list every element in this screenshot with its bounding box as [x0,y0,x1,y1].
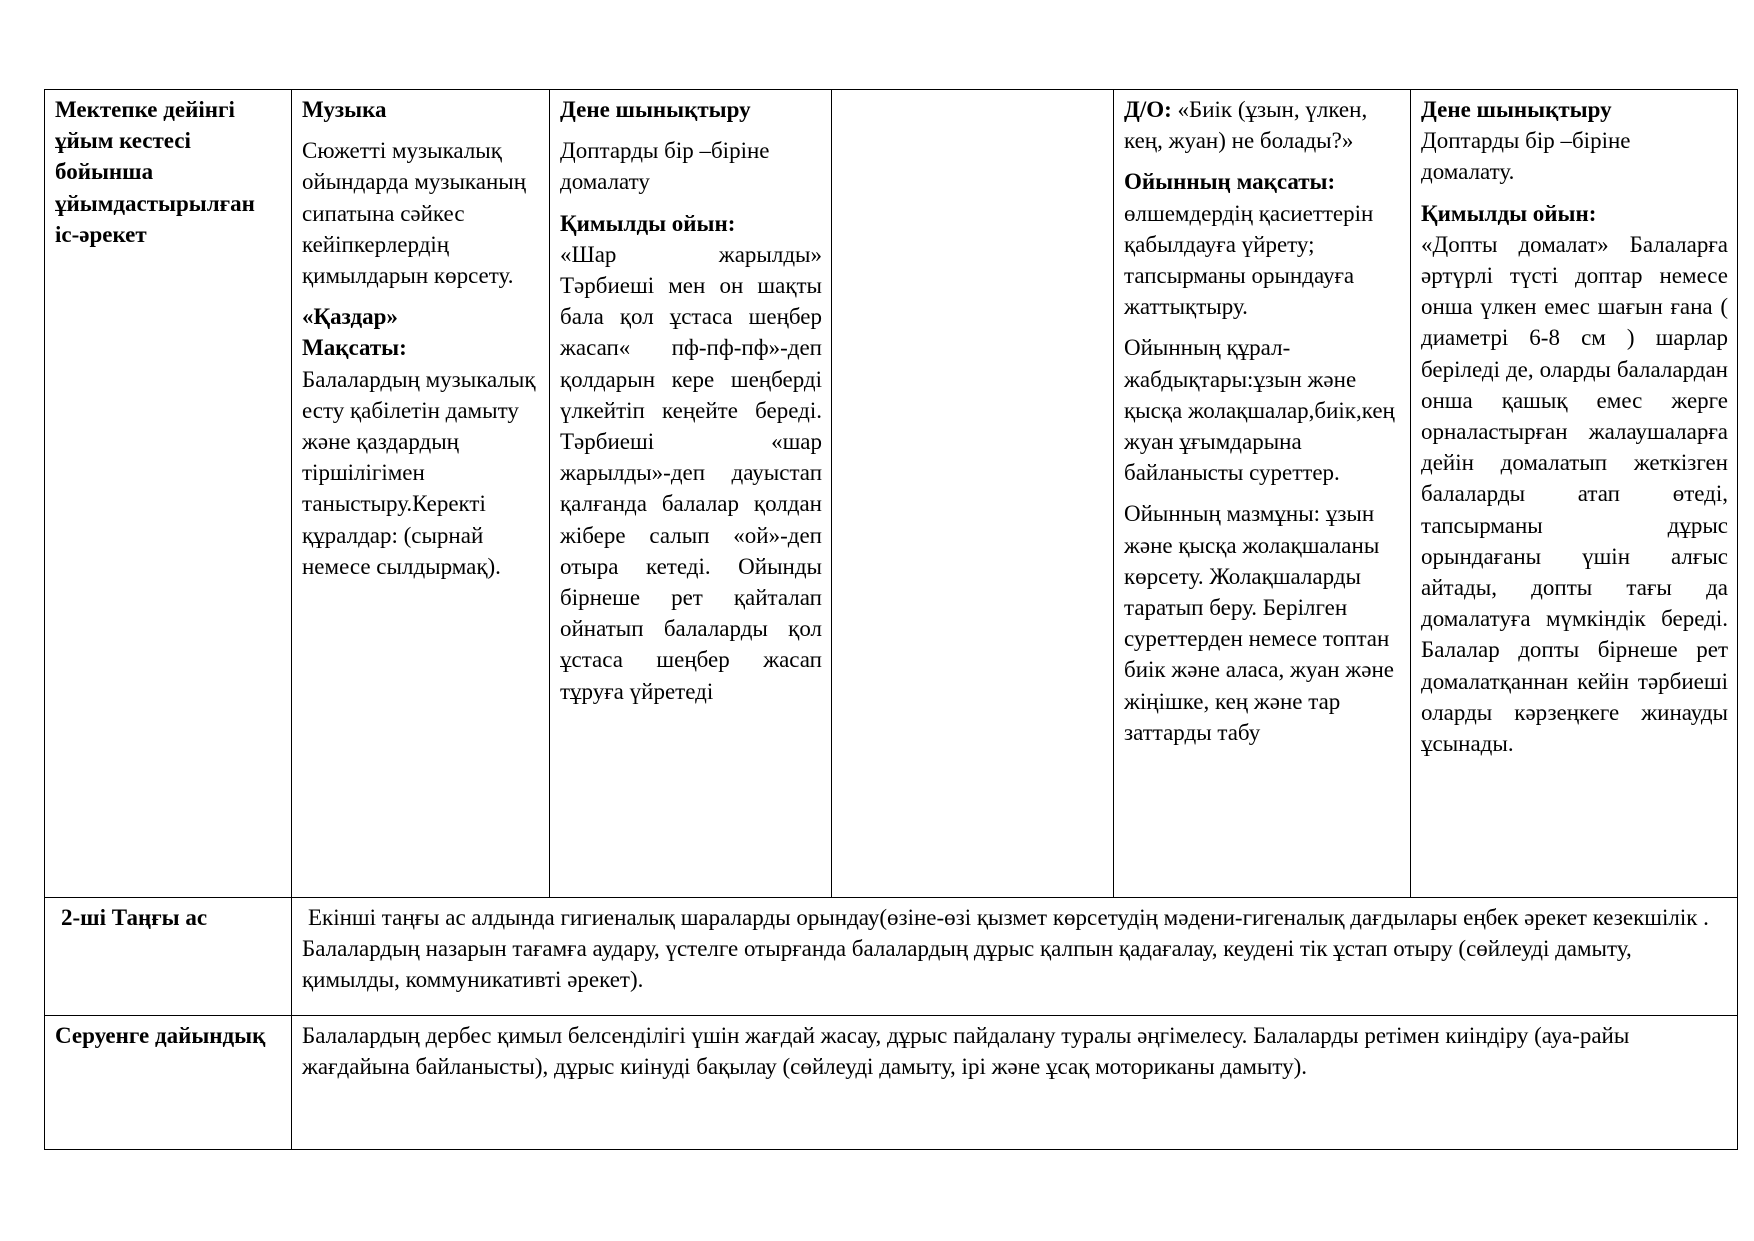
pe-title: Дене шынықтыру [560,97,751,122]
row-header-cell [45,898,292,1016]
walk-prep-text-cell [292,1016,1738,1150]
second-breakfast-label: 2-ші Таңғы ас [61,905,208,930]
didactic-goal-label: Ойынның мақсаты: [1124,169,1336,195]
music-title: Музыка [302,97,387,122]
didactic-goal-text: өлшемдердің қасиеттерін қабылдауға үйрету; тапсырманы орындауға жаттықтыру. [1124,200,1374,320]
row-heading-organized-activity: Мектепке дейінгі ұйым кестесі бойынша ұйымдастырылған іс-әрекет [55,97,255,247]
empty-cell [832,90,1114,898]
didactic-game-title: «Биік (ұзын, үлкен, кең, жуан) не болады?» [1124,97,1368,154]
music-cell [292,90,550,898]
pe-game-text: «Шар жарылды» Тәрбиеші мен он шақты бала қол ұстаса шеңбер жасап« пф-пф-пф»-деп қолдарын кере шеңберді үлкейтіп кеңейте береді. Тәрбиеші «шар жарылды»-деп дауыстап қалғанда балалар қолдан жібере салып «ой»-деп отыра кетеді. Ойынды бірнеше рет қайталап ойнатып балаларды қол ұстаса шеңбер жасап тұруға үйретеді [560,241,822,704]
pe2-task: Доптарды бір –біріне домалату. [1421,128,1631,185]
table-row [45,90,1738,898]
didactic-game-label: Д/О: [1124,97,1172,122]
didactic-game-intro [1124,94,1401,156]
didactic-game-cell [1114,90,1411,898]
schedule-table [44,89,1738,1150]
didactic-content-text: Ойынның мазмұны: ұзын және қысқа жолақшаланы көрсету. Жолақшаларды таратып беру. Берілген суреттерден немесе топтан биік және аласа, жуан және жіңішке, кең және тар заттарды табу [1124,501,1394,745]
music-goal-label: Мақсаты: [302,335,407,361]
walk-prep-label: Серуенге дайындық [55,1023,266,1048]
pe2-game-text: «Допты домалат» Балаларға әртүрлі түсті доптар немесе онша үлкен емес шағын ғана ( диаметрі 6-8 см ) шарлар беріледі де, оларды балалардан онша қашық емес жерге орналастырған жалаушаларға дейін домалатып жеткізген балаларды атап өтеді, тапсырманы дұрыс орындағаны үшін алғыс айтады, допты тағы да домалатуға мүмкіндік береді. Балалар допты бірнеше рет домалатқаннан кейін тәрбиеші оларды кәрзеңкеге жинауды ұсынады. [1421,231,1728,757]
music-description: Сюжетті музыкалық ойындарда музыканың сипатына сәйкес кейіпкерлердің қимылдарын көрсету. [302,138,527,289]
pe2-title: Дене шынықтыру [1421,97,1612,122]
music-game-name: «Қаздар» [302,304,398,330]
walk-prep-text: Балалардың дербес қимыл белсенділігі үшін жағдай жасау, дұрыс пайдалану туралы әңгімелесу. Балаларды ретімен киіндіру (ауа-райы жағдайына байланысты), дұрыс киінуді бақылау (сөйлеуді дамыту, ірі және ұсақ моториканы дамыту). [302,1023,1630,1080]
pe2-game-label: Қимылды ойын: [1421,200,1597,226]
second-breakfast-text-cell [292,898,1738,1016]
pe-cell-2 [1411,90,1738,898]
table-row [45,1016,1738,1150]
music-goal-text: Балалардың музыкалық есту қабілетін дамыту және қаздардың тіршілігімен таныстыру.Керекті құралдар: (сырнай немесе сылдырмақ). [302,366,536,579]
pe-game-label: Қимылды ойын: [560,210,736,236]
pe-cell [550,90,832,898]
table-row [45,898,1738,1016]
pe-task: Доптарды бір –біріне домалату [560,138,770,195]
row-header-cell [45,1016,292,1150]
second-breakfast-text: Екінші таңғы ас алдында гигиеналық шараларды орындау(өзіне-өзі қызмет көрсетудің мәдени-гигеналық дағдылары еңбек әрекет кезекшілік . Балалардың назарын тағамға аудару, үстелге отырғанда балалардың дұрыс қалпын қадағалау, кеудені тік ұстап отыру (сөйлеуді дамыту, қимылды, коммуникативті әрекет). [302,905,1709,993]
didactic-tools-text: Ойынның құрал-жабдықтары:ұзын және қысқа жолақшалар,биік,кең жуан ұғымдарына байланысты суреттер. [1124,335,1395,486]
row-header-cell [45,90,292,898]
